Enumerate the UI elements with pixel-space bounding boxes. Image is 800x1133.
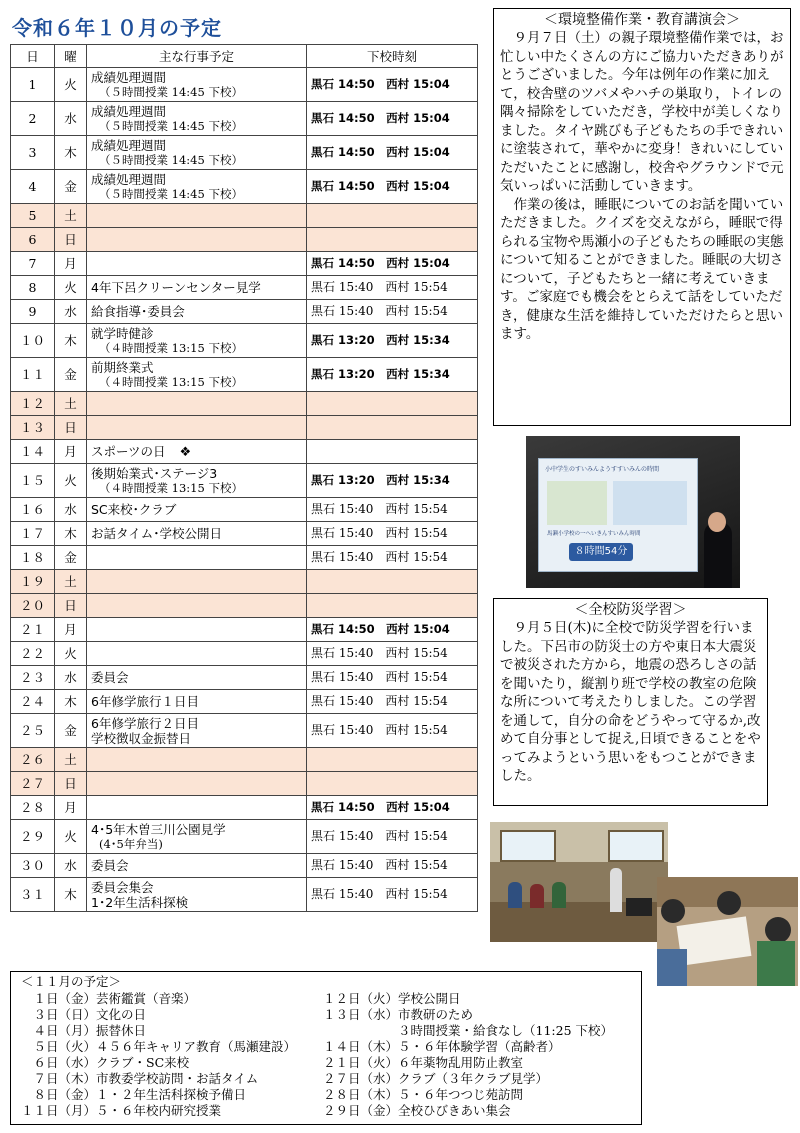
november-item: １４日（木）５・６年体験学習（高齢者）: [323, 1039, 561, 1054]
november-item: ７日（木）市教委学校訪問・お話タイム: [21, 1071, 259, 1086]
row-event: [87, 252, 307, 276]
disaster-photo-2: [657, 877, 798, 986]
table-row: [11, 358, 478, 392]
row-day: ２２: [11, 642, 55, 666]
row-dismissal-time: 黒石 15:40 西村 15:54: [307, 820, 478, 854]
event-label: お話タイム･学校公開日: [91, 526, 223, 541]
row-event: [87, 666, 307, 690]
row-weekday: 木: [55, 878, 87, 912]
sports-day-icon: ❖: [179, 444, 192, 460]
row-day: ３１: [11, 878, 55, 912]
event-label-2: 学校徴収金振替日: [91, 730, 192, 746]
table-row: [11, 136, 478, 170]
row-day: 4: [11, 170, 55, 204]
row-event: [87, 228, 307, 252]
row-day: １３: [11, 416, 55, 440]
row-day: 3: [11, 136, 55, 170]
november-schedule: [10, 971, 642, 1125]
table-row: [11, 642, 478, 666]
event-label: SC来校･クラブ: [91, 502, 177, 517]
row-day: ２８: [11, 796, 55, 820]
row-dismissal-time: 黒石 13:20 西村 15:34: [307, 358, 478, 392]
row-dismissal-time: 黒石 14:50 西村 15:04: [307, 102, 478, 136]
row-event: [87, 690, 307, 714]
row-weekday: 水: [55, 666, 87, 690]
row-event: [87, 878, 307, 912]
row-dismissal-time: 黒石 14:50 西村 15:04: [307, 136, 478, 170]
slide-caption: 馬瀬小学校の一へいきんすいみん時間: [547, 531, 641, 537]
event-note: (4･5年弁当): [99, 836, 163, 851]
row-day: 8: [11, 276, 55, 300]
row-event: [87, 714, 307, 748]
row-event: [87, 642, 307, 666]
row-weekday: 土: [55, 570, 87, 594]
header-day: 日: [11, 45, 55, 68]
november-item: ４日（月）振替休日: [21, 1023, 147, 1038]
row-dismissal-time: 黒石 15:40 西村 15:54: [307, 714, 478, 748]
row-event: [87, 748, 307, 772]
table-row: [11, 464, 478, 498]
article-environment-p1: ９月７日（土）の親子環境整備作業では，お忙しい中たくさんの方にご協力いただきありがとうございました。今年は例年の作業に加えて，校舎壁のツバメやハチの巣取り，トイレの隅々掃除をしていただき，学校中が美しくなりました。タイヤ跳びも子どもたちの手できれいに塗装されて，華やかに変身！きれいにしていただいたことに感謝し，校舎やグラウンドで元気いっぱいに活動していきます。: [500, 30, 784, 194]
projected-slide: [538, 458, 698, 572]
row-dismissal-time: [307, 748, 478, 772]
november-item: ８日（金）１・２年生活科探検予備日: [21, 1087, 247, 1102]
row-weekday: 水: [55, 498, 87, 522]
event-note: （５時間授業 14:45 下校）: [99, 186, 243, 201]
table-row: [11, 102, 478, 136]
november-item: ５日（火）４５６年キャリア教育（馬瀬建設）: [21, 1039, 297, 1054]
row-weekday: 金: [55, 546, 87, 570]
table-row: [11, 570, 478, 594]
event-note: （４時間授業 13:15 下校）: [99, 480, 243, 495]
table-row: [11, 796, 478, 820]
row-event: [87, 820, 307, 854]
row-event: [87, 796, 307, 820]
table-row: [11, 416, 478, 440]
row-day: ２１: [11, 618, 55, 642]
event-label: 成績処理週間: [91, 171, 167, 187]
row-weekday: 木: [55, 690, 87, 714]
row-weekday: 土: [55, 204, 87, 228]
header-event: 主な行事予定: [87, 45, 307, 68]
page-title: 令和６年１０月の予定: [12, 16, 222, 40]
table-row: [11, 690, 478, 714]
row-event: [87, 68, 307, 102]
schedule-table: [10, 44, 478, 912]
table-row: [11, 772, 478, 796]
row-day: ２７: [11, 772, 55, 796]
event-label: 6年修学旅行２日目: [91, 715, 199, 731]
table-row: [11, 546, 478, 570]
row-day: ３０: [11, 854, 55, 878]
event-label: 成績処理週間: [91, 103, 167, 119]
table-row: [11, 878, 478, 912]
table-row: [11, 276, 478, 300]
slide-title: 小中学生のすいみんようすすいみんの時間: [545, 466, 660, 473]
table-row: [11, 820, 478, 854]
row-day: 1: [11, 68, 55, 102]
row-weekday: 金: [55, 714, 87, 748]
row-day: １５: [11, 464, 55, 498]
row-event: [87, 324, 307, 358]
table-row: [11, 594, 478, 618]
row-dismissal-time: [307, 392, 478, 416]
article-disaster: [493, 598, 768, 806]
event-note: （５時間授業 14:45 下校）: [99, 152, 243, 167]
row-day: 5: [11, 204, 55, 228]
november-item: ６日（水）クラブ・SC来校: [21, 1055, 190, 1070]
row-event: [87, 358, 307, 392]
november-right-list: [323, 991, 613, 1119]
table-row: [11, 854, 478, 878]
event-note: （５時間授業 14:45 下校）: [99, 84, 243, 99]
disaster-photo-1: [490, 822, 668, 942]
row-weekday: 土: [55, 748, 87, 772]
row-weekday: 水: [55, 102, 87, 136]
november-item: １２日（火）学校公開日: [323, 991, 461, 1006]
row-weekday: 火: [55, 820, 87, 854]
november-item: １１日（月）５・６年校内研究授業: [21, 1103, 222, 1118]
row-event: [87, 618, 307, 642]
november-item: １日（金）芸術鑑賞（音楽）: [21, 991, 197, 1006]
slide-value: ８時間54分: [569, 543, 633, 561]
row-weekday: 木: [55, 522, 87, 546]
event-label: 委員会: [91, 858, 129, 873]
table-row: [11, 498, 478, 522]
event-note: （５時間授業 14:45 下校）: [99, 118, 243, 133]
row-weekday: 火: [55, 642, 87, 666]
row-day: １１: [11, 358, 55, 392]
row-weekday: 火: [55, 464, 87, 498]
table-row: [11, 618, 478, 642]
row-dismissal-time: 黒石 14:50 西村 15:04: [307, 796, 478, 820]
row-dismissal-time: 黒石 15:40 西村 15:54: [307, 498, 478, 522]
table-row: [11, 252, 478, 276]
event-label: 4･5年木曽三川公園見学: [91, 821, 226, 837]
row-dismissal-time: 黒石 14:50 西村 15:04: [307, 618, 478, 642]
row-dismissal-time: 黒石 14:50 西村 15:04: [307, 68, 478, 102]
row-event: [87, 772, 307, 796]
table-row: [11, 392, 478, 416]
table-header-row: [11, 45, 478, 68]
event-label: 委員会集会: [91, 879, 154, 895]
row-dismissal-time: 黒石 15:40 西村 15:54: [307, 522, 478, 546]
row-weekday: 日: [55, 416, 87, 440]
row-dismissal-time: 黒石 15:40 西村 15:54: [307, 546, 478, 570]
row-weekday: 月: [55, 796, 87, 820]
november-item: １３日（水）市教研のため: [323, 1007, 474, 1022]
event-label: 6年修学旅行１日目: [91, 694, 199, 709]
row-event: [87, 102, 307, 136]
row-dismissal-time: [307, 772, 478, 796]
table-row: [11, 300, 478, 324]
event-label-text: スポーツの日: [91, 443, 166, 459]
row-dismissal-time: 黒石 15:40 西村 15:54: [307, 878, 478, 912]
row-weekday: 土: [55, 392, 87, 416]
row-day: 2: [11, 102, 55, 136]
row-day: ２５: [11, 714, 55, 748]
row-event: [87, 204, 307, 228]
row-dismissal-time: 黒石 14:50 西村 15:04: [307, 170, 478, 204]
event-label: 成績処理週間: [91, 69, 167, 85]
row-dismissal-time: [307, 204, 478, 228]
row-weekday: 日: [55, 772, 87, 796]
row-event: [87, 440, 307, 464]
row-dismissal-time: [307, 570, 478, 594]
row-event: [87, 464, 307, 498]
row-event: [87, 392, 307, 416]
table-row: [11, 440, 478, 464]
november-heading: ＜１１月の予定＞: [21, 974, 122, 989]
table-row: [11, 522, 478, 546]
row-dismissal-time: 黒石 15:40 西村 15:54: [307, 690, 478, 714]
november-item: ２８日（木）５・６年つつじ苑訪問: [323, 1087, 524, 1102]
row-dismissal-time: [307, 440, 478, 464]
article-environment-heading: ＜環境整備作業・教育講演会＞: [544, 12, 740, 28]
row-dismissal-time: [307, 594, 478, 618]
row-weekday: 水: [55, 854, 87, 878]
november-item: ３時間授業・給食なし（11:25 下校）: [323, 1023, 613, 1038]
table-row: [11, 324, 478, 358]
table-row: [11, 748, 478, 772]
event-label: 給食指導･委員会: [91, 304, 185, 319]
table-row: [11, 714, 478, 748]
row-weekday: 日: [55, 594, 87, 618]
row-weekday: 火: [55, 276, 87, 300]
row-event: [87, 498, 307, 522]
row-event: [87, 416, 307, 440]
row-event: [87, 854, 307, 878]
row-day: ２３: [11, 666, 55, 690]
row-event: [87, 170, 307, 204]
row-day: １２: [11, 392, 55, 416]
row-weekday: 金: [55, 170, 87, 204]
event-label: 前期終業式: [91, 359, 154, 375]
row-dismissal-time: [307, 228, 478, 252]
event-label-2: 1･2年生活科探検: [91, 894, 189, 910]
table-row: [11, 666, 478, 690]
article-environment: [493, 8, 791, 426]
event-label: [91, 444, 302, 460]
header-dismissal: 下校時刻: [307, 45, 478, 68]
event-label: 就学時健診: [91, 325, 154, 341]
row-event: [87, 276, 307, 300]
row-day: ２６: [11, 748, 55, 772]
november-item: ２９日（金）全校ひびきあい集会: [323, 1103, 511, 1118]
row-dismissal-time: 黒石 13:20 西村 15:34: [307, 324, 478, 358]
row-day: ２０: [11, 594, 55, 618]
row-dismissal-time: 黒石 15:40 西村 15:54: [307, 642, 478, 666]
row-weekday: 水: [55, 300, 87, 324]
event-label: 成績処理週間: [91, 137, 167, 153]
row-event: [87, 522, 307, 546]
row-weekday: 木: [55, 136, 87, 170]
article-disaster-heading: ＜全校防災学習＞: [574, 602, 687, 618]
row-weekday: 木: [55, 324, 87, 358]
table-row: [11, 204, 478, 228]
row-day: １４: [11, 440, 55, 464]
row-event: [87, 300, 307, 324]
november-left-list: [21, 991, 296, 1119]
row-day: 7: [11, 252, 55, 276]
row-dismissal-time: 黒石 15:40 西村 15:54: [307, 854, 478, 878]
article-disaster-p1: ９月５日(木)に全校で防災学習を行いました。下呂市の防災士の方や東日本大震災で被災された方から，地震の恐ろしさの話を聞いたり，縦割り班で学校の教室の危険な所について考えたりしました。この学習を通して，自分の命をどうやって守るか,改めて自分事として捉え,日頃できることをやってみようという思いをもつことができました。: [500, 620, 761, 784]
row-day: １７: [11, 522, 55, 546]
row-event: [87, 570, 307, 594]
row-weekday: 日: [55, 228, 87, 252]
row-weekday: 月: [55, 440, 87, 464]
table-row: [11, 170, 478, 204]
november-item: ２７日（水）クラブ（３年クラブ見学）: [323, 1071, 549, 1086]
event-note: （４時間授業 13:15 下校）: [99, 374, 243, 389]
row-event: [87, 136, 307, 170]
event-label: 委員会: [91, 670, 129, 685]
event-label: 後期始業式･ステージ3: [91, 465, 218, 481]
row-dismissal-time: 黒石 15:40 西村 15:54: [307, 666, 478, 690]
row-event: [87, 546, 307, 570]
event-note: （４時間授業 13:15 下校）: [99, 340, 243, 355]
row-weekday: 月: [55, 618, 87, 642]
row-day: 9: [11, 300, 55, 324]
row-event: [87, 594, 307, 618]
row-weekday: 金: [55, 358, 87, 392]
row-weekday: 月: [55, 252, 87, 276]
article-environment-p2: 作業の後は，睡眠についてのお話を聞いていただきました。クイズを交えながら，睡眠で得られる宝物や馬瀬小の子どもたちの睡眠の実態について知ることができました。睡眠の大切さについて，子どもたちと一緒に考えていきます。ご家庭でも機会をとらえて話をしていただき，健康な生活を維持していただけたらと思います。: [500, 196, 784, 342]
row-day: 6: [11, 228, 55, 252]
november-item: ２１日（火）６年薬物乱用防止教室: [323, 1055, 524, 1070]
row-day: ２９: [11, 820, 55, 854]
november-item: ３日（日）文化の日: [21, 1007, 147, 1022]
row-weekday: 火: [55, 68, 87, 102]
row-dismissal-time: 黒石 13:20 西村 15:34: [307, 464, 478, 498]
table-row: [11, 228, 478, 252]
lecture-photo: [526, 436, 740, 588]
table-row: [11, 68, 478, 102]
row-day: １９: [11, 570, 55, 594]
row-day: １０: [11, 324, 55, 358]
row-day: １８: [11, 546, 55, 570]
row-day: ２４: [11, 690, 55, 714]
row-dismissal-time: 黒石 15:40 西村 15:54: [307, 276, 478, 300]
row-dismissal-time: 黒石 15:40 西村 15:54: [307, 300, 478, 324]
row-dismissal-time: [307, 416, 478, 440]
row-dismissal-time: 黒石 14:50 西村 15:04: [307, 252, 478, 276]
header-weekday: 曜: [55, 45, 87, 68]
event-label: 4年下呂クリーンセンター見学: [91, 280, 261, 295]
row-day: １６: [11, 498, 55, 522]
